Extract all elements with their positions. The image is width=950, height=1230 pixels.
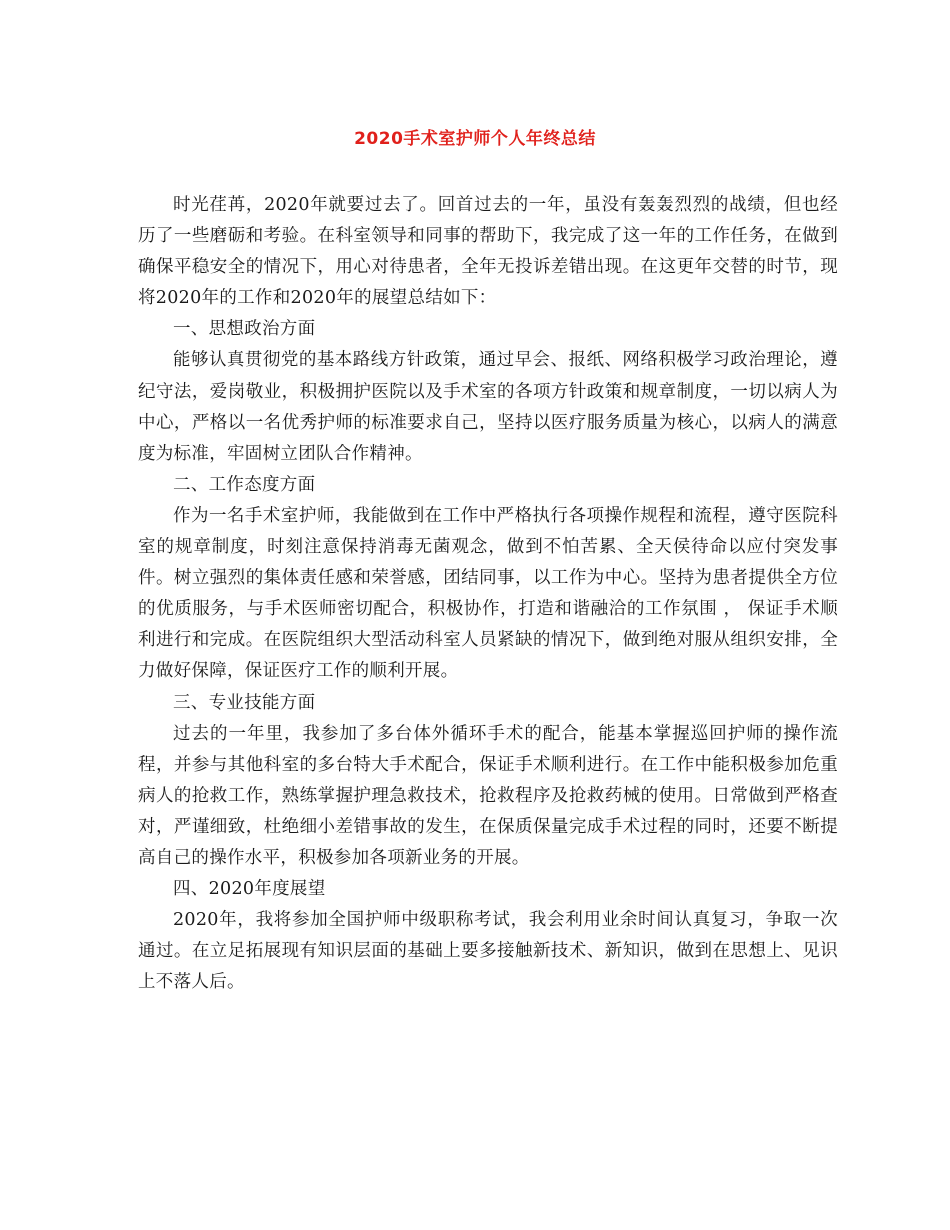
section-heading-attitude: 二、工作态度方面: [173, 474, 316, 495]
political-paragraph: 能够认真贯彻党的基本路线方针政策，通过早会、报纸、网络积极学习政治理论，遵纪守法，爱岗敬业，积极拥护医院以及手术室的各项方针政策和规章制度，一切以病人为中心，严格以一名优秀护师的标准要求自己，坚持以医疗服务质量为核心，以病人的满意度为标准，牢固树立团队合作精神。: [138, 350, 838, 464]
intro-paragraph: 时光荏苒，2020年就要过去了。回首过去的一年，虽没有轰轰烈烈的战绩，但也经历了一些磨砺和考验。在科室领导和同事的帮助下，我完成了这一年的工作任务，在做到确保平稳安全的情况下，用心对待患者，全年无投诉差错出现。在这更年交替的时节，现将2020年的工作和2020年的展望总结如下：: [138, 195, 838, 309]
section-heading-political: 一、思想政治方面: [173, 319, 316, 340]
section-heading-skills: 三、专业技能方面: [173, 692, 316, 713]
attitude-paragraph: 作为一名手术室护师，我能做到在工作中严格执行各项操作规程和流程，遵守医院科室的规章制度，时刻注意保持消毒无菌观念，做到不怕苦累、全天侯待命以应付突发事件。树立强烈的集体责任感和荣誉感，团结同事，以工作为中心。坚持为患者提供全方位的优质服务，与手术医师密切配合，积极协作，打造和谐融洽的工作氛围 ， 保证手术顺利进行和完成。在医院组织大型活动科室人员紧缺的情况下，做到绝对服从组织安排，全力做好保障，保证医疗工作的顺利开展。: [138, 505, 838, 682]
outlook-paragraph: 2020年，我将参加全国护师中级职称考试，我会利用业余时间认真复习，争取一次通过。在立足拓展现有知识层面的基础上要多接触新技术、新知识，做到在思想上、见识上不落人后。: [138, 910, 838, 993]
document-title: 2020手术室护师个人年终总结: [354, 129, 596, 149]
section-heading-outlook: 四、2020年度展望: [173, 879, 326, 900]
document-body: [138, 190, 838, 998]
skills-paragraph: 过去的一年里，我参加了多台体外循环手术的配合，能基本掌握巡回护师的操作流程，并参与其他科室的多台特大手术配合，保证手术顺利进行。在工作中能积极参加危重病人的抢救工作，熟练掌握护理急救技术，抢救程序及抢救药械的使用。日常做到严格查对，严谨细致，杜绝细小差错事故的发生，在保质保量完成手术过程的同时，还要不断提高自己的操作水平，积极参加各项新业务的开展。: [138, 723, 838, 868]
